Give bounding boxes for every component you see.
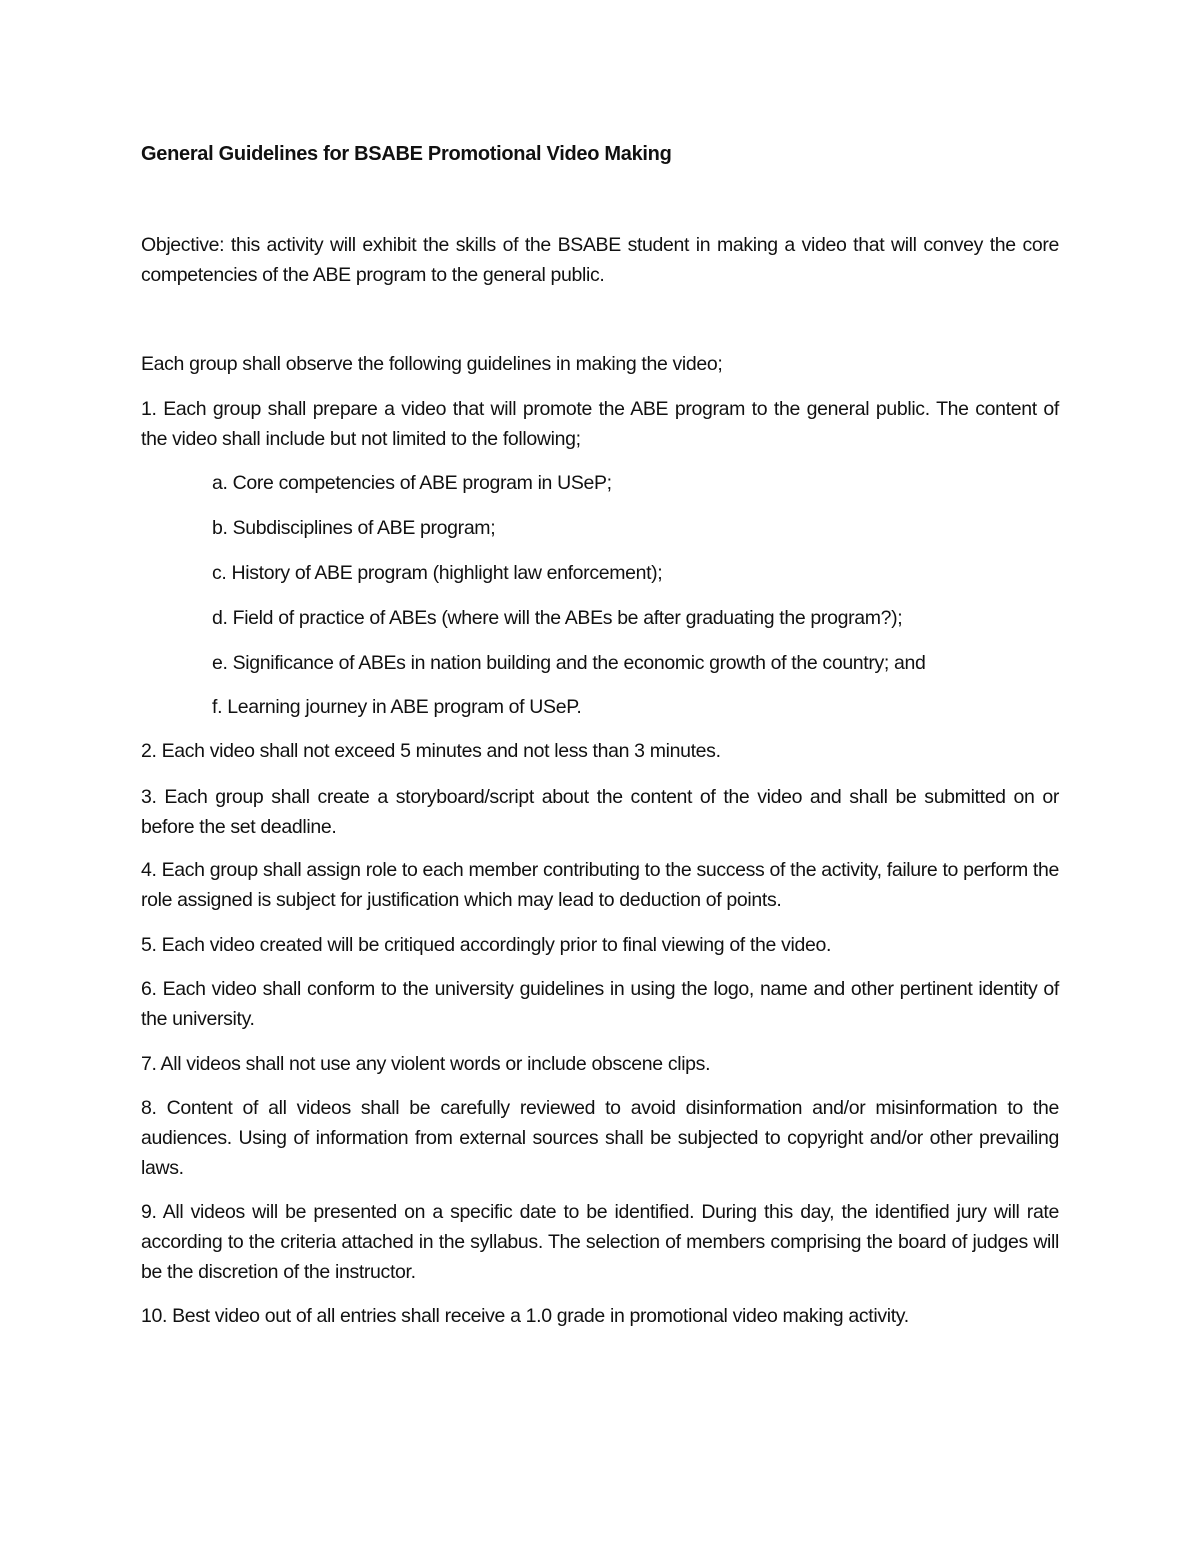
guideline-1: 1. Each group shall prepare a video that will promote the ABE program to the general public. The content of the video shall include but not limited to the following; — [141, 398, 1059, 450]
guideline-1-sub-d: d. Field of practice of ABEs (where will the ABEs be after graduating the program?); — [212, 607, 903, 629]
guideline-5: 5. Each video created will be critiqued accordingly prior to final viewing of the video. — [141, 934, 832, 956]
guideline-9: 9. All videos will be presented on a specific date to be identified. During this day, the identified jury will rate according to the criteria attached in the syllabus. The selection of members comprising the board of judges will be the discretion of the instructor. — [141, 1201, 1059, 1283]
guideline-7: 7. All videos shall not use any violent words or include obscene clips. — [141, 1053, 711, 1075]
guideline-2: 2. Each video shall not exceed 5 minutes and not less than 3 minutes. — [141, 740, 721, 762]
guideline-1-sub-e: e. Significance of ABEs in nation building and the economic growth of the country; and — [212, 652, 926, 674]
guideline-1-sub-a: a. Core competencies of ABE program in USeP; — [212, 472, 612, 494]
intro-paragraph: Each group shall observe the following guidelines in making the video; — [141, 353, 723, 375]
guideline-6: 6. Each video shall conform to the university guidelines in using the logo, name and other pertinent identity of the university. — [141, 978, 1059, 1030]
guideline-8: 8. Content of all videos shall be carefully reviewed to avoid disinformation and/or misinformation to the audiences. Using of information from external sources shall be subjected to copyright and/or other prevailing laws. — [141, 1097, 1059, 1179]
guideline-10: 10. Best video out of all entries shall receive a 1.0 grade in promotional video making activity. — [141, 1305, 909, 1327]
guideline-1-sub-b: b. Subdisciplines of ABE program; — [212, 517, 496, 539]
guideline-1-sub-c: c. History of ABE program (highlight law enforcement); — [212, 562, 663, 584]
document-title: General Guidelines for BSABE Promotional Video Making — [141, 143, 672, 165]
guideline-3: 3. Each group shall create a storyboard/script about the content of the video and shall be submitted on or before the set deadline. — [141, 786, 1059, 838]
guideline-1-sub-f: f. Learning journey in ABE program of USeP. — [212, 696, 582, 718]
guideline-4: 4. Each group shall assign role to each member contributing to the success of the activity, failure to perform the role assigned is subject for justification which may lead to deduction of points. — [141, 859, 1059, 911]
objective-paragraph: Objective: this activity will exhibit the skills of the BSABE student in making a video that will convey the core competencies of the ABE program to the general public. — [141, 234, 1059, 286]
